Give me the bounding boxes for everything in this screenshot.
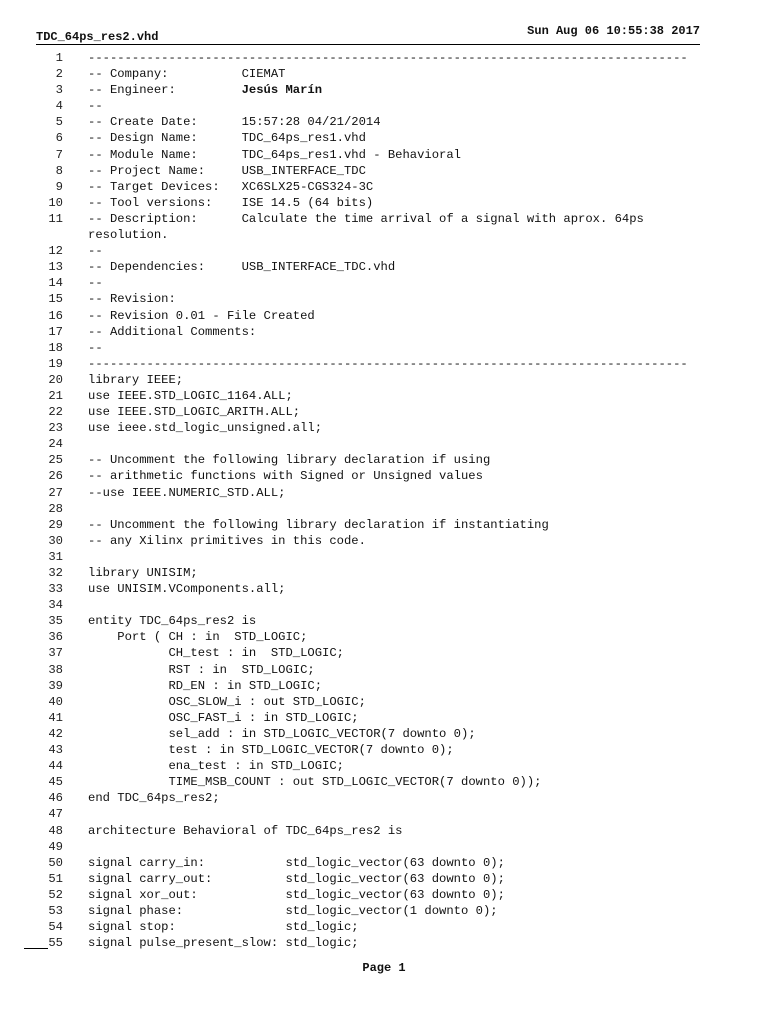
line-code: -- Description: Calculate the time arrival of a signal with aprox. 64ps resolution. [88, 211, 644, 243]
code-line [0, 839, 768, 855]
line-number: 4 [55, 99, 63, 114]
line-number: 28 [48, 501, 63, 516]
line-code: -- Additional Comments: [88, 324, 257, 339]
code-line [0, 806, 768, 822]
line-code: signal carry_in: std_logic_vector(63 downto 0); [88, 855, 505, 870]
line-code: RD_EN : in STD_LOGIC; [88, 678, 323, 693]
code-line [0, 436, 768, 452]
code-line [0, 82, 768, 98]
line-number: 23 [48, 421, 63, 436]
line-code: Port ( CH : in STD_LOGIC; [88, 630, 308, 645]
line-number: 41 [48, 710, 63, 725]
line-code: architecture Behavioral of TDC_64ps_res2 is [88, 823, 403, 838]
line-number: 46 [48, 791, 63, 806]
line-number: 25 [48, 453, 63, 468]
code-line [0, 517, 768, 533]
line-number: 2 [55, 67, 63, 82]
line-number: 53 [48, 903, 63, 918]
line-code: -- Uncomment the following library declaration if using [88, 453, 491, 468]
line-number: 21 [48, 388, 63, 403]
code-line [0, 340, 768, 356]
line-code: -- [88, 276, 103, 291]
code-line [0, 710, 768, 726]
code-line [0, 871, 768, 887]
code-line [0, 291, 768, 307]
code-line [0, 774, 768, 790]
line-number: 34 [48, 598, 63, 613]
line-code: OSC_SLOW_i : out STD_LOGIC; [88, 694, 366, 709]
line-code: -- [88, 340, 103, 355]
line-code: -- Dependencies: USB_INTERFACE_TDC.vhd [88, 260, 396, 275]
line-number: 3 [55, 83, 63, 98]
line-code: CH_test : in STD_LOGIC; [88, 646, 344, 661]
line-code: ---------------------------------------------------------------------------------- [88, 51, 688, 65]
line-code: sel_add : in STD_LOGIC_VECTOR(7 downto 0); [88, 726, 476, 741]
code-line [0, 66, 768, 82]
line-number: 39 [48, 678, 63, 693]
line-number: 54 [48, 920, 63, 935]
line-number: 55 [48, 936, 63, 951]
line-number: 5 [55, 115, 63, 130]
code-line [0, 147, 768, 163]
line-code: -- Engineer: Jesús Marín [88, 83, 323, 98]
code-line [0, 211, 768, 243]
code-line [0, 259, 768, 275]
code-line [0, 533, 768, 549]
code-line [0, 50, 768, 66]
line-number: 12 [48, 244, 63, 259]
line-code: ---------------------------------------------------------------------------------- [88, 356, 688, 371]
code-line [0, 565, 768, 581]
line-code: -- [88, 99, 103, 114]
code-line [0, 485, 768, 501]
line-code: -- Module Name: TDC_64ps_res1.vhd - Behavioral [88, 147, 461, 162]
code-line [0, 662, 768, 678]
line-code: ena_test : in STD_LOGIC; [88, 759, 344, 774]
code-line [0, 919, 768, 935]
line-number: 33 [48, 582, 63, 597]
header-filename: TDC_64ps_res2.vhd [36, 30, 159, 44]
code-line [0, 130, 768, 146]
line-code: RST : in STD_LOGIC; [88, 662, 315, 677]
code-line [0, 98, 768, 114]
code-line [0, 581, 768, 597]
line-number: 17 [48, 324, 63, 339]
line-code: OSC_FAST_i : in STD_LOGIC; [88, 710, 359, 725]
code-line [0, 308, 768, 324]
line-code: -- Project Name: USB_INTERFACE_TDC [88, 163, 366, 178]
code-line [0, 468, 768, 484]
line-number: 37 [48, 646, 63, 661]
line-code: use IEEE.STD_LOGIC_1164.ALL; [88, 388, 293, 403]
line-number: 45 [48, 775, 63, 790]
line-code: signal phase: std_logic_vector(1 downto 0); [88, 903, 498, 918]
code-line [0, 903, 768, 919]
code-line [0, 549, 768, 565]
code-line [0, 613, 768, 629]
line-number: 42 [48, 726, 63, 741]
line-number: 35 [48, 614, 63, 629]
line-number: 24 [48, 437, 63, 452]
line-code: -- [88, 244, 103, 259]
line-number: 26 [48, 469, 63, 484]
line-number: 13 [48, 260, 63, 275]
code-listing [0, 50, 768, 951]
line-code: -- Revision: [88, 292, 176, 307]
line-code: TIME_MSB_COUNT : out STD_LOGIC_VECTOR(7 downto 0)); [88, 775, 542, 790]
line-code: -- Target Devices: XC6SLX25-CGS324-3C [88, 179, 374, 194]
line-number: 11 [48, 211, 63, 226]
line-code: -- Tool versions: ISE 14.5 (64 bits) [88, 195, 374, 210]
line-number: 19 [48, 356, 63, 371]
line-code: test : in STD_LOGIC_VECTOR(7 downto 0); [88, 743, 454, 758]
code-line [0, 163, 768, 179]
code-line [0, 887, 768, 903]
line-number: 18 [48, 340, 63, 355]
line-code: end TDC_64ps_res2; [88, 791, 220, 806]
line-number: 7 [55, 147, 63, 162]
line-number: 14 [48, 276, 63, 291]
code-line [0, 758, 768, 774]
code-line [0, 935, 768, 951]
line-number: 40 [48, 694, 63, 709]
line-number: 1 [55, 51, 63, 65]
line-code: -- Company: CIEMAT [88, 67, 286, 82]
line-code: signal pulse_present_slow: std_logic; [88, 936, 359, 951]
line-number: 8 [55, 163, 63, 178]
line-number: 38 [48, 662, 63, 677]
line-code: use UNISIM.VComponents.all; [88, 582, 286, 597]
line-number: 20 [48, 372, 63, 387]
code-line [0, 597, 768, 613]
line-code: library IEEE; [88, 372, 184, 387]
code-line [0, 629, 768, 645]
line-number: 27 [48, 485, 63, 500]
code-line [0, 243, 768, 259]
code-line [0, 324, 768, 340]
line-code: -- Uncomment the following library declaration if instantiating [88, 517, 549, 532]
line-code: -- Revision 0.01 - File Created [88, 308, 315, 323]
code-line [0, 694, 768, 710]
code-line [0, 275, 768, 291]
code-line [0, 823, 768, 839]
line-code: -- Design Name: TDC_64ps_res1.vhd [88, 131, 366, 146]
line-number: 15 [48, 292, 63, 307]
code-line [0, 195, 768, 211]
line-number: 10 [48, 195, 63, 210]
line-number: 16 [48, 308, 63, 323]
page-number: Page 1 [362, 961, 406, 975]
code-line [0, 388, 768, 404]
line-number: 51 [48, 871, 63, 886]
code-line [0, 726, 768, 742]
code-line [0, 114, 768, 130]
line-code: -- Create Date: 15:57:28 04/21/2014 [88, 115, 381, 130]
code-line [0, 501, 768, 517]
line-number: 47 [48, 807, 63, 822]
line-code: use ieee.std_logic_unsigned.all; [88, 421, 323, 436]
end-of-page-marker [24, 948, 48, 949]
line-code: signal stop: std_logic; [88, 920, 359, 935]
line-code: signal carry_out: std_logic_vector(63 downto 0); [88, 871, 505, 886]
line-number: 22 [48, 405, 63, 420]
code-line [0, 420, 768, 436]
page-header [36, 24, 700, 45]
line-number: 29 [48, 517, 63, 532]
code-line [0, 790, 768, 806]
code-line [0, 372, 768, 388]
engineer-name: Jesús Marín [241, 83, 323, 98]
code-line [0, 645, 768, 661]
line-code: library UNISIM; [88, 566, 198, 580]
line-code: use IEEE.STD_LOGIC_ARITH.ALL; [88, 405, 301, 420]
line-code: --use IEEE.NUMERIC_STD.ALL; [88, 485, 286, 500]
code-line [0, 742, 768, 758]
line-number: 43 [48, 743, 63, 758]
line-number: 9 [55, 179, 63, 194]
code-line [0, 855, 768, 871]
code-line [0, 356, 768, 372]
code-line [0, 452, 768, 468]
line-number: 36 [48, 630, 63, 645]
line-number: 32 [48, 566, 63, 580]
code-line [0, 404, 768, 420]
line-number: 31 [48, 549, 63, 564]
line-number: 30 [48, 533, 63, 548]
line-code: signal xor_out: std_logic_vector(63 downto 0); [88, 887, 505, 902]
line-number: 44 [48, 759, 63, 774]
code-line [0, 678, 768, 694]
line-number: 50 [48, 855, 63, 870]
header-date: Sun Aug 06 10:55:38 2017 [527, 24, 700, 38]
line-number: 52 [48, 887, 63, 902]
line-code: -- any Xilinx primitives in this code. [88, 533, 366, 548]
line-number: 48 [48, 823, 63, 838]
line-code: -- arithmetic functions with Signed or Unsigned values [88, 469, 483, 484]
code-line [0, 179, 768, 195]
line-number: 6 [55, 131, 63, 146]
line-code: entity TDC_64ps_res2 is [88, 614, 257, 629]
line-number: 49 [48, 839, 63, 854]
